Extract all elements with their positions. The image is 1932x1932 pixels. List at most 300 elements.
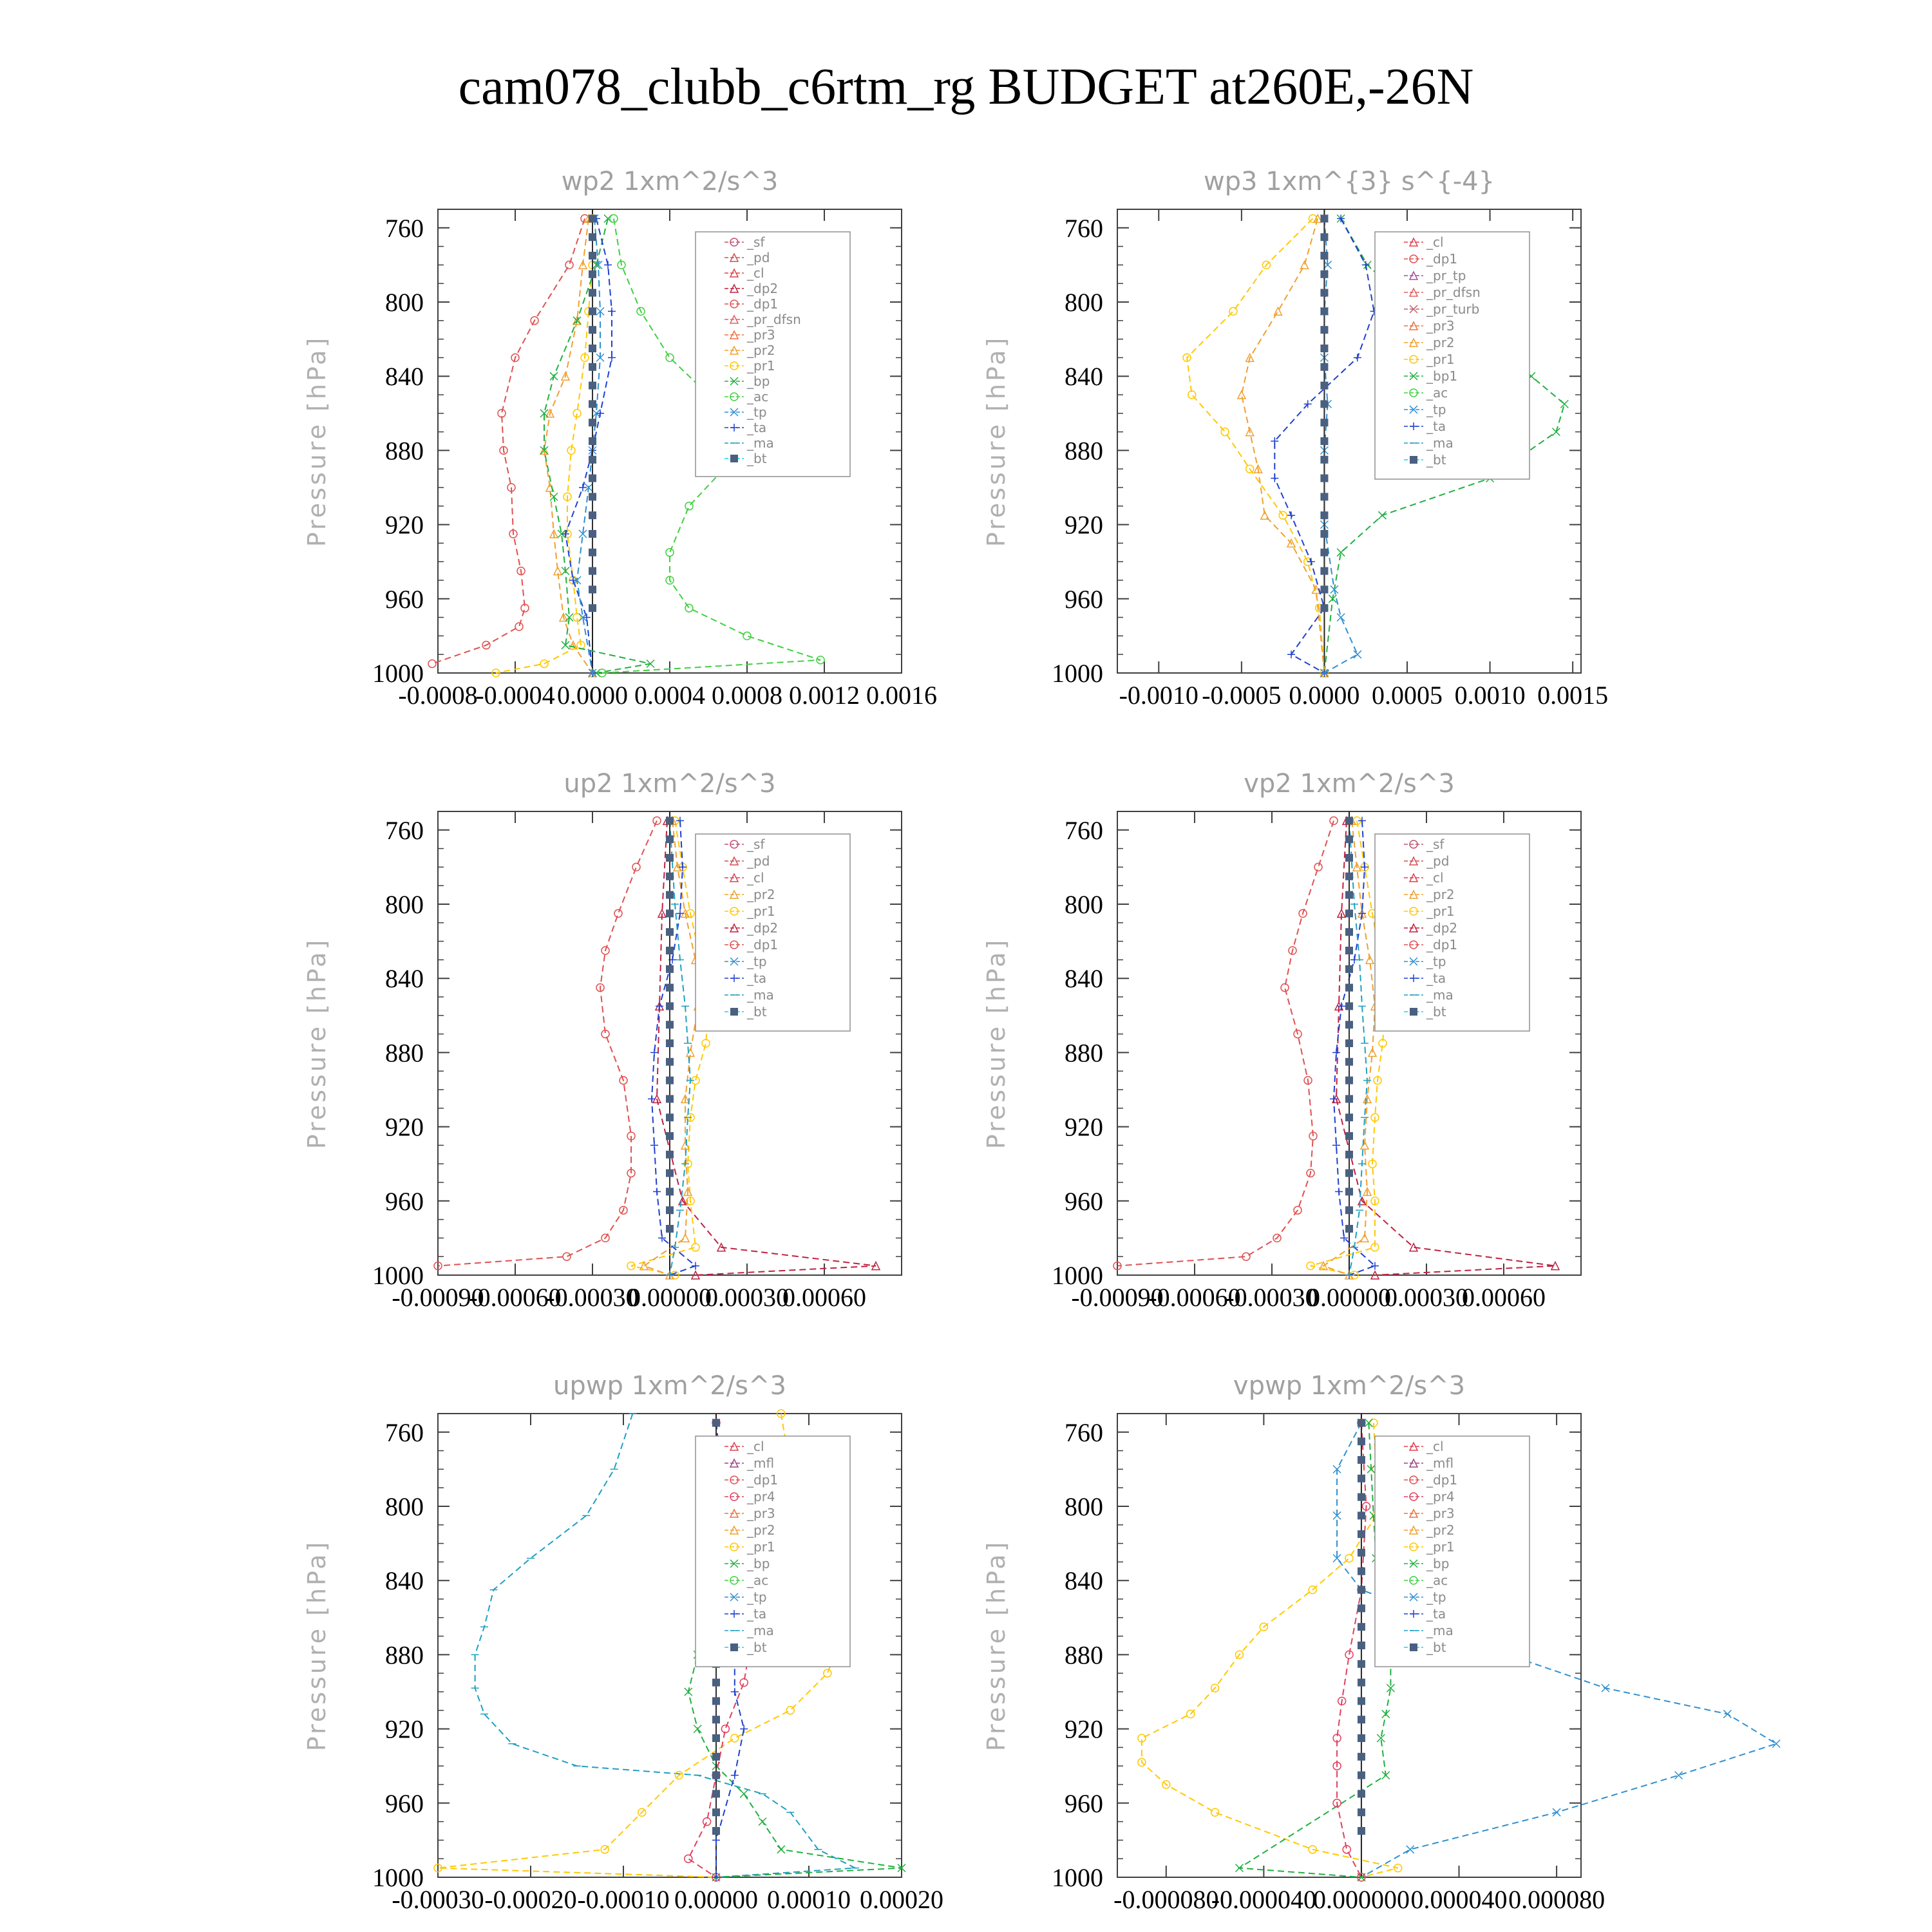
data-point [589,511,596,519]
legend-label: _ta [747,971,767,986]
y-tick-label: 880 [1065,1038,1103,1068]
data-point [1358,1475,1365,1482]
series-dp1 [434,817,661,1269]
data-point [653,1188,661,1195]
y-tick-label: 760 [1065,213,1103,243]
legend-label: _pr_dfsn [1426,285,1481,300]
data-point [666,1095,674,1103]
x-tick-label: -0.00010 [577,1885,670,1914]
series-line [1187,218,1324,673]
subplot-1 [303,167,937,710]
data-point [589,604,596,612]
legend-label: _ta [1426,1606,1446,1622]
x-tick-label: -0.000080 [1113,1885,1219,1914]
y-tick-label: 960 [385,584,424,614]
legend-label: _pd [1426,853,1450,869]
legend-label: _ac [1426,385,1448,401]
data-point [1560,400,1568,408]
series-pr2 [1238,214,1329,677]
data-point [712,1419,720,1426]
legend-label: _pr1 [1426,904,1455,919]
data-point [1320,475,1328,482]
data-point [1320,400,1328,408]
y-axis-label: Pressure [hPa] [982,937,1010,1150]
y-tick-label: 760 [385,213,424,243]
data-point [743,632,751,639]
data-point [1320,270,1328,278]
data-point [1358,1456,1365,1464]
x-tick-label: -0.0010 [1119,681,1198,710]
legend-label: _dp2 [747,281,779,296]
data-point [666,1151,674,1159]
data-point [1345,965,1353,973]
y-tick-label: 960 [1065,1788,1103,1818]
data-point [589,493,596,500]
data-point [1345,891,1353,899]
data-point [1332,1141,1340,1149]
legend-label: _bt [747,451,767,466]
data-point [824,1669,831,1677]
subplot-2 [982,167,1608,710]
y-tick-label: 880 [1065,1640,1103,1670]
y-tick-label: 1000 [372,1261,424,1290]
y-axis-label: Pressure [hPa] [982,335,1010,547]
legend-label: _pd [747,250,770,265]
data-point [589,585,596,593]
data-point [666,354,674,361]
legend-label: _pr_dfsn [747,312,801,327]
data-point [1320,511,1328,519]
data-point [589,475,596,482]
data-point [1772,1740,1780,1748]
data-point [1378,511,1386,519]
series-line [438,820,657,1265]
x-tick-label: 0.000040 [1410,1885,1508,1914]
data-point [589,549,596,556]
legend-marker [730,1008,738,1016]
series-dp1 [1113,817,1338,1269]
data-point [589,437,596,445]
data-point [515,623,523,630]
data-point [702,1039,710,1047]
series-line [1117,820,1334,1265]
data-point [1358,1660,1365,1668]
series-bt [1345,817,1353,1233]
data-point [1345,1188,1353,1195]
legend-marker [730,455,738,462]
legend-label: _cl [747,1439,764,1454]
data-point [666,891,674,899]
series-dp1 [428,214,589,667]
data-point [1345,1113,1353,1121]
data-point [1358,1808,1365,1816]
data-point [666,1021,674,1028]
data-point [692,1262,699,1270]
legend-label: _pr2 [1426,335,1455,350]
data-point [1320,326,1328,334]
y-tick-label: 1000 [372,659,424,688]
x-tick-label: -0.0008 [398,681,478,710]
x-tick-label: -0.00090 [392,1283,484,1312]
data-point [589,363,596,371]
data-point [1354,354,1361,361]
legend-label: _pr3 [747,327,775,343]
subplot-title: up2 1xm^2/s^3 [564,769,776,799]
y-tick-label: 760 [385,815,424,845]
legend-label: _cl [1426,1439,1444,1454]
y-tick-label: 920 [385,510,424,540]
data-point [712,1836,720,1844]
legend-label: _pr_tp [1426,268,1466,283]
data-point [1320,456,1328,464]
y-tick-label: 920 [385,1112,424,1142]
data-point [648,1095,656,1103]
legend-label: _bp [747,374,770,389]
data-point [666,965,674,973]
y-tick-label: 840 [1065,1566,1103,1596]
x-tick-label: 0.0010 [1454,681,1526,710]
series-line [544,218,592,673]
x-tick-label: -0.0004 [475,681,555,710]
data-point [563,1253,571,1260]
legend-label: _pr1 [1426,1539,1455,1555]
x-tick-label: -0.00030 [1226,1283,1318,1312]
y-tick-label: 800 [385,890,424,919]
y-tick-label: 880 [385,1640,424,1670]
y-tick-label: 880 [385,1038,424,1068]
data-point [656,1002,663,1010]
series-bt [666,817,674,1233]
y-tick-label: 880 [1065,436,1103,466]
data-point [666,909,674,917]
data-point [1358,1604,1365,1612]
data-point [712,1790,720,1797]
y-tick-label: 840 [385,1566,424,1596]
y-axis-label: Pressure [hPa] [982,1539,1010,1752]
data-point [1320,419,1328,426]
data-point [1211,1808,1219,1816]
data-point [666,1206,674,1214]
data-point [666,873,674,880]
subplot-title: vpwp 1xm^2/s^3 [1233,1371,1466,1401]
legend-label: _bp1 [1426,368,1458,384]
data-point [1345,947,1353,954]
data-point [589,345,596,352]
data-point [589,307,596,315]
data-point [1354,650,1361,658]
series-line [544,218,650,673]
data-point [1345,1225,1353,1233]
data-point [1320,233,1328,241]
y-tick-label: 960 [1065,584,1103,614]
data-point [1320,585,1328,593]
data-point [565,261,573,269]
data-point [694,1725,701,1733]
legend-label: _pr1 [1426,352,1455,367]
data-point [786,1707,794,1714]
x-tick-label: 0.0000 [1289,681,1360,710]
data-point [1553,1808,1560,1816]
data-point [1358,1697,1365,1705]
data-point [1358,1567,1365,1575]
data-point [1320,437,1328,445]
legend-label: _tp [747,954,767,969]
legend-label: _ma [1426,987,1454,1003]
series-bt [1320,214,1328,612]
data-point [589,270,596,278]
data-point [1345,909,1353,917]
data-point [1281,984,1289,992]
data-point [608,354,616,361]
data-point [685,1855,692,1862]
legend-label: _ac [747,1573,769,1588]
data-point [685,604,693,612]
data-point [1358,1511,1365,1519]
data-point [712,1753,720,1761]
data-point [1362,261,1370,269]
y-tick-label: 920 [1065,1714,1103,1744]
legend-label: _bt [1426,1640,1446,1655]
data-point [1320,289,1328,297]
data-point [589,400,596,408]
data-point [1271,475,1278,482]
data-point [1320,382,1328,390]
legend-label: _dp1 [747,937,779,952]
x-tick-label: -0.00090 [1071,1283,1164,1312]
data-point [1358,1790,1365,1797]
data-point [589,214,596,222]
legend-label: _dp1 [747,296,779,312]
data-point [1345,1151,1353,1159]
data-point [1345,1206,1353,1214]
data-point [1345,1555,1353,1562]
legend-label: _mfl [1426,1455,1454,1471]
data-point [1358,1679,1365,1687]
data-point [589,530,596,538]
legend-label: _cl [1426,870,1444,886]
data-point [650,1141,658,1149]
y-tick-label: 920 [1065,1112,1103,1142]
data-point [1358,1586,1365,1594]
series-bp [540,214,654,677]
data-point [1552,428,1560,436]
data-point [712,1827,720,1835]
data-point [666,928,674,936]
legend-label: _tp [747,404,767,420]
data-point [1335,1188,1343,1195]
data-point [666,817,674,824]
y-axis-label: Pressure [hPa] [303,937,331,1150]
legend-label: _ma [1426,435,1454,451]
data-point [589,326,596,334]
legend-label: _sf [1426,837,1444,852]
legend-label: _ta [1426,971,1446,986]
data-point [712,1808,720,1816]
x-tick-label: 0.00060 [1462,1283,1546,1312]
legend-label: _ma [1426,1623,1454,1638]
y-tick-label: 760 [1065,1417,1103,1447]
data-point [614,909,622,917]
legend-label: _mfl [747,1455,775,1471]
data-point [1320,345,1328,352]
data-point [1345,1077,1353,1084]
data-point [666,1225,674,1233]
x-tick-label: 0.0005 [1372,681,1443,710]
data-point [666,835,674,843]
data-point [666,1039,674,1047]
legend-label: _pr2 [1426,1522,1455,1538]
data-point [1314,863,1322,871]
data-point [703,1818,711,1826]
data-point [740,1790,748,1797]
x-tick-label: -0.00030 [546,1283,639,1312]
y-axis-label: Pressure [hPa] [303,335,331,547]
y-tick-label: 800 [385,288,424,317]
x-tick-label: -0.00030 [392,1885,484,1914]
x-tick-label: 0.00030 [1385,1283,1468,1312]
legend-label: _tp [747,1589,767,1605]
y-tick-label: 840 [1065,362,1103,392]
data-point [759,1818,766,1826]
legend-label: _dp2 [747,920,779,936]
data-point [1358,1437,1365,1445]
data-point [589,456,596,464]
series-pr1 [1183,214,1328,677]
subplot-title: wp3 1xm^{3} s^{-4} [1203,167,1495,196]
x-tick-label: 0.0015 [1537,681,1609,710]
data-point [589,382,596,390]
data-point [1345,1021,1353,1028]
y-tick-label: 800 [385,1492,424,1521]
legend-label: _ma [747,1623,774,1638]
data-point [1358,1734,1365,1742]
data-point [1358,909,1366,917]
data-point [1358,1623,1365,1631]
legend-label: _dp1 [747,1472,779,1488]
legend-label: _dp2 [1426,920,1458,936]
data-point [1358,1530,1365,1538]
x-tick-label: 0.0008 [712,681,782,710]
data-point [1358,1753,1365,1761]
data-point [1287,511,1295,519]
data-point [666,1077,674,1084]
data-point [685,1688,692,1696]
y-tick-label: 920 [1065,510,1103,540]
data-point [712,1697,720,1705]
series-line [1239,1423,1390,1877]
data-point [1274,307,1282,315]
data-point [712,1716,720,1723]
series-line [432,218,585,663]
x-tick-label: 0.0000 [557,681,628,710]
data-point [1358,1549,1365,1557]
data-point [666,1058,674,1066]
legend-label: _pr2 [747,343,775,358]
x-tick-label: 0.00000 [1307,1283,1391,1312]
series-bp [1235,1419,1394,1881]
legend-label: _pr1 [747,358,775,374]
y-tick-label: 1000 [372,1863,424,1892]
data-point [1358,1493,1365,1501]
legend-label: _pd [747,853,770,869]
data-point [1358,1642,1365,1649]
x-tick-label: -0.00020 [484,1885,577,1914]
x-tick-label: 0.00020 [860,1885,943,1914]
y-tick-label: 800 [1065,1492,1103,1521]
data-point [712,1734,720,1742]
x-tick-label: 0.00010 [767,1885,851,1914]
legend-label: _bt [1426,1004,1446,1019]
data-point [666,854,674,862]
legend-label: _ma [747,987,774,1003]
x-tick-label: 0.0012 [789,681,860,710]
subplot-5 [303,1371,943,1914]
x-tick-label: -0.000040 [1211,1885,1317,1914]
x-tick-label: -0.00060 [1148,1283,1241,1312]
data-point [1320,549,1328,556]
legend-label: _bt [747,1640,767,1655]
series-bt [1358,1419,1365,1835]
data-point [1320,567,1328,575]
legend-label: _pr3 [1426,1506,1455,1521]
data-point [712,1679,720,1687]
legend-label: _bp [1426,1556,1450,1571]
legend-label: _pr_turb [1426,301,1480,317]
x-tick-label: 0.0016 [866,681,937,710]
legend-label: _dp1 [1426,937,1458,952]
data-point [666,549,674,556]
legend-label: _ta [747,1606,767,1622]
y-tick-label: 840 [1065,964,1103,994]
y-tick-label: 1000 [1052,1863,1103,1892]
x-tick-label: 0.00030 [705,1283,789,1312]
data-point [777,1846,785,1853]
legend-marker [1410,1008,1417,1016]
legend-marker [730,1643,738,1651]
data-point [589,567,596,575]
legend-label: _bt [1426,452,1446,468]
legend-label: _ta [1426,419,1446,434]
data-point [428,660,436,668]
y-tick-label: 800 [1065,890,1103,919]
data-point [1320,252,1328,260]
legend-label: _cl [747,870,764,886]
data-point [676,909,684,917]
y-tick-label: 1000 [1052,1261,1103,1290]
data-point [666,1170,674,1177]
data-point [1188,391,1196,399]
data-point [731,1772,739,1779]
x-tick-label: 0.00000 [628,1283,712,1312]
legend-label: _pr3 [1426,318,1455,334]
y-axis-label: Pressure [hPa] [303,1539,331,1752]
y-tick-label: 880 [385,436,424,466]
y-tick-label: 760 [1065,815,1103,845]
legend-label: _pr2 [1426,887,1455,902]
data-point [1332,1048,1340,1056]
legend-label: _dp1 [1426,251,1458,267]
y-tick-label: 760 [385,1417,424,1447]
data-point [666,1113,674,1121]
data-point [1229,307,1237,315]
data-point [1358,1827,1365,1835]
legend-label: _pr2 [747,887,775,902]
data-point [666,1188,674,1195]
data-point [1320,493,1328,500]
series-pr2 [540,214,596,677]
x-tick-label: 0.000080 [1508,1885,1605,1914]
data-point [666,984,674,992]
